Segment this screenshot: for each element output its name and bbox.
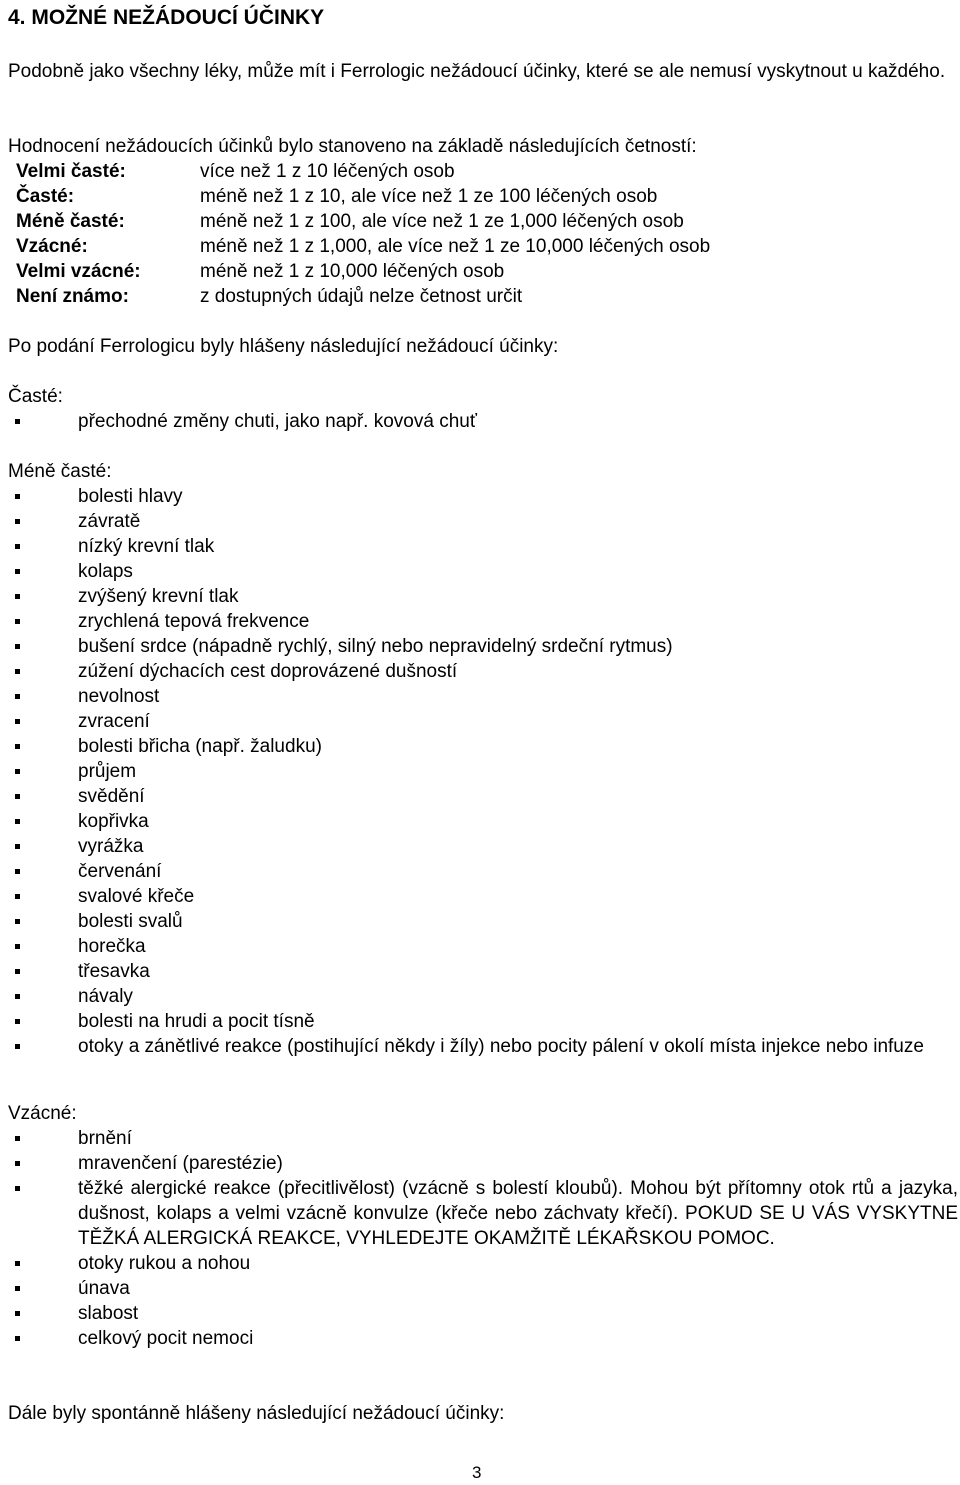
frequency-lead: Hodnocení nežádoucích účinků bylo stanoveno na základě následujících četností: <box>8 136 697 157</box>
square-bullet-icon <box>15 719 20 724</box>
spontaneous-effects-lead: Dále byly spontánně hlášeny následující nežádoucí účinky: <box>8 1403 505 1424</box>
frequency-row <box>16 259 958 284</box>
frequency-description: méně než 1 z 10,000 léčených osob <box>200 261 505 282</box>
square-bullet-icon <box>15 744 20 749</box>
square-bullet-icon <box>15 869 20 874</box>
list-item: zvýšený krevní tlak <box>8 584 958 609</box>
list-item: kolaps <box>8 559 958 584</box>
square-bullet-icon <box>15 644 20 649</box>
list-item: mravenčení (parestézie) <box>8 1151 958 1176</box>
frequency-description: méně než 1 z 10, ale více než 1 ze 100 léčených osob <box>200 186 658 207</box>
frequency-term: Velmi vzácné: <box>16 261 141 282</box>
square-bullet-icon <box>15 544 20 549</box>
list-item: zrychlená tepová frekvence <box>8 609 958 634</box>
square-bullet-icon <box>15 1336 20 1341</box>
group-label-common: Časté: <box>8 386 63 407</box>
square-bullet-icon <box>15 619 20 624</box>
square-bullet-icon <box>15 894 20 899</box>
list-item: vyrážka <box>8 834 958 859</box>
frequency-row <box>16 234 958 259</box>
list-item: bušení srdce (nápadně rychlý, silný nebo nepravidelný srdeční rytmus) <box>8 634 958 659</box>
list-item: bolesti na hrudi a pocit tísně <box>8 1009 958 1034</box>
frequency-row <box>16 184 958 209</box>
list-item: brnění <box>8 1126 958 1151</box>
list-item: závratě <box>8 509 958 534</box>
list-item: průjem <box>8 759 958 784</box>
square-bullet-icon <box>15 494 20 499</box>
list-item: svalové křeče <box>8 884 958 909</box>
square-bullet-icon <box>15 944 20 949</box>
list-item: zvracení <box>8 709 958 734</box>
list-item: kopřivka <box>8 809 958 834</box>
square-bullet-icon <box>15 1044 20 1049</box>
frequency-row <box>16 209 958 234</box>
square-bullet-icon <box>15 1261 20 1266</box>
square-bullet-icon <box>15 994 20 999</box>
square-bullet-icon <box>15 669 20 674</box>
frequency-row <box>16 284 958 309</box>
square-bullet-icon <box>15 794 20 799</box>
square-bullet-icon <box>15 1186 20 1191</box>
group-label-rare: Vzácné: <box>8 1103 77 1124</box>
frequency-term: Velmi časté: <box>16 161 126 182</box>
frequency-term: Méně časté: <box>16 211 125 232</box>
square-bullet-icon <box>15 694 20 699</box>
square-bullet-icon <box>15 1161 20 1166</box>
square-bullet-icon <box>15 519 20 524</box>
frequency-term: Časté: <box>16 186 75 207</box>
frequency-description: z dostupných údajů nelze četnost určit <box>200 286 523 307</box>
list-item: nevolnost <box>8 684 958 709</box>
square-bullet-icon <box>15 844 20 849</box>
frequency-row <box>16 159 958 184</box>
list-item: těžké alergické reakce (přecitlivělost) (vzácně s bolestí kloubů). Mohou být přítomny otok rtů a jazyka, dušnost, kolaps a velmi vzácně konvulze (křeče nebo záchvaty křečí). POKUD SE U VÁS VYSKYTNE TĚŽKÁ ALERGICKÁ REAKCE, VYHLEDEJTE OKAMŽITĚ LÉKAŘSKOU POMOC. <box>8 1176 958 1251</box>
effects-list-uncommon <box>8 484 958 1059</box>
frequency-term: Vzácné: <box>16 236 88 257</box>
frequency-description: méně než 1 z 100, ale více než 1 ze 1,000 léčených osob <box>200 211 684 232</box>
list-item: otoky rukou a nohou <box>8 1251 958 1276</box>
frequency-description: méně než 1 z 1,000, ale více než 1 ze 10,000 léčených osob <box>200 236 711 257</box>
list-item: návaly <box>8 984 958 1009</box>
list-item: nízký krevní tlak <box>8 534 958 559</box>
square-bullet-icon <box>15 1286 20 1291</box>
square-bullet-icon <box>15 1311 20 1316</box>
effects-list-rare <box>8 1126 958 1351</box>
list-item: horečka <box>8 934 958 959</box>
list-item: třesavka <box>8 959 958 984</box>
list-item: bolesti hlavy <box>8 484 958 509</box>
square-bullet-icon <box>15 819 20 824</box>
reported-effects-lead: Po podání Ferrologicu byly hlášeny následující nežádoucí účinky: <box>8 336 559 357</box>
page-number: 3 <box>472 1463 482 1482</box>
list-item: celkový pocit nemoci <box>8 1326 958 1351</box>
effects-list-common <box>8 409 958 434</box>
intro-paragraph: Podobně jako všechny léky, může mít i Ferrologic nežádoucí účinky, které se ale nemusí vyskytnout u každého. <box>8 61 946 82</box>
square-bullet-icon <box>15 969 20 974</box>
square-bullet-icon <box>15 419 20 424</box>
square-bullet-icon <box>15 569 20 574</box>
square-bullet-icon <box>15 919 20 924</box>
list-item: otoky a zánětlivé reakce (postihující někdy i žíly) nebo pocity pálení v okolí místa injekce nebo infuze <box>8 1034 958 1059</box>
square-bullet-icon <box>15 594 20 599</box>
list-item: bolesti svalů <box>8 909 958 934</box>
square-bullet-icon <box>15 1019 20 1024</box>
list-item: přechodné změny chuti, jako např. kovová chuť <box>8 409 958 434</box>
group-label-uncommon: Méně časté: <box>8 461 112 482</box>
section-heading: 4. MOŽNÉ NEŽÁDOUCÍ ÚČINKY <box>8 6 325 29</box>
frequency-term: Není známo: <box>16 286 129 307</box>
list-item: svědění <box>8 784 958 809</box>
list-item: únava <box>8 1276 958 1301</box>
list-item: červenání <box>8 859 958 884</box>
list-item: zúžení dýchacích cest doprovázené dušností <box>8 659 958 684</box>
frequency-description: více než 1 z 10 léčených osob <box>200 161 455 182</box>
list-item: slabost <box>8 1301 958 1326</box>
list-item: bolesti břicha (např. žaludku) <box>8 734 958 759</box>
square-bullet-icon <box>15 769 20 774</box>
square-bullet-icon <box>15 1136 20 1141</box>
